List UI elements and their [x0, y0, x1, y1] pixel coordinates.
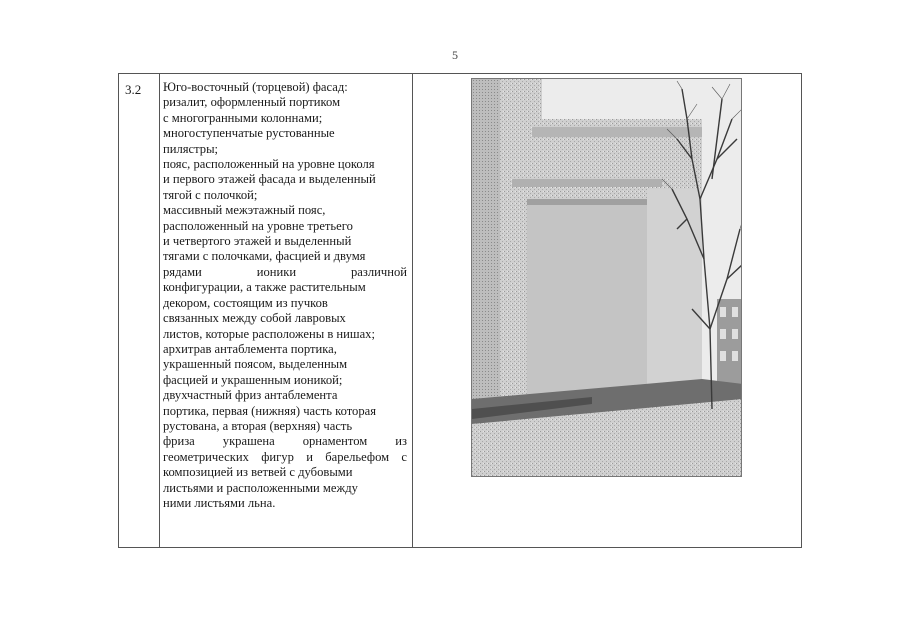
description-line: композицией из ветвей с дубовыми — [163, 465, 353, 480]
description-line — [163, 265, 407, 280]
description-line: расположенный на уровне третьего — [163, 218, 353, 233]
description-word: фриза — [163, 434, 195, 449]
description-line: украшенный поясом, выделенным — [163, 357, 348, 372]
description-line: листьями и расположенными между — [163, 480, 358, 495]
description-line: портика, первая (нижняя) часть которая — [163, 403, 377, 418]
facade-description — [163, 80, 407, 511]
description-line: декором, состоящим из пучков — [163, 295, 328, 310]
description-word: орнаментом — [302, 434, 368, 449]
object-table — [118, 73, 802, 548]
description-line: фасцией и украшенным ионикой; — [163, 372, 343, 387]
description-word: фигур — [261, 449, 294, 464]
description-line: с многогранными колоннами; — [163, 110, 323, 125]
description-line: конфигурации, а также растительным — [163, 280, 366, 295]
description-line: пилястры; — [163, 141, 219, 156]
facade-photo — [471, 78, 742, 477]
description-line — [163, 450, 407, 465]
description-word: различной — [350, 264, 407, 279]
description-word: барельефом — [325, 449, 390, 464]
column-divider — [159, 74, 160, 547]
description-word: геометрических — [163, 449, 249, 464]
column-divider — [412, 74, 413, 547]
description-line: двухчастный фриз антаблемента — [163, 388, 338, 403]
description-line: связанных между собой лавровых — [163, 311, 346, 326]
description-word: с — [401, 449, 407, 464]
description-line: архитрав антаблемента портика, — [163, 341, 337, 356]
description-line: и первого этажей фасада и выделенный — [163, 172, 376, 187]
description-line: массивный межэтажный пояс, — [163, 203, 326, 218]
description-line: тягами с полочками, фасцией и двумя — [163, 249, 366, 264]
description-line: и четвертого этажей и выделенный — [163, 234, 352, 249]
description-line: пояс, расположенный на уровне цоколя — [163, 157, 375, 172]
description-word: из — [395, 434, 407, 449]
description-word: и — [306, 449, 313, 464]
description-line: рустована, а вторая (верхняя) часть — [163, 418, 353, 433]
description-line — [163, 434, 407, 449]
description-line: Юго-восточный (торцевой) фасад: — [163, 80, 348, 94]
page-number: 5 — [452, 48, 458, 62]
description-line: ризалит, оформленный портиком — [163, 95, 341, 110]
description-line: многоступенчатые рустованные — [163, 126, 335, 141]
row-number: 3.2 — [125, 82, 142, 97]
description-line: ними листьями льна. — [163, 495, 276, 510]
description-word: ионики — [256, 264, 297, 279]
description-line: листов, которые расположены в нишах; — [163, 326, 375, 341]
description-word: украшена — [222, 434, 275, 449]
description-word: рядами — [163, 264, 202, 279]
description-line: тягой с полочкой; — [163, 187, 258, 202]
